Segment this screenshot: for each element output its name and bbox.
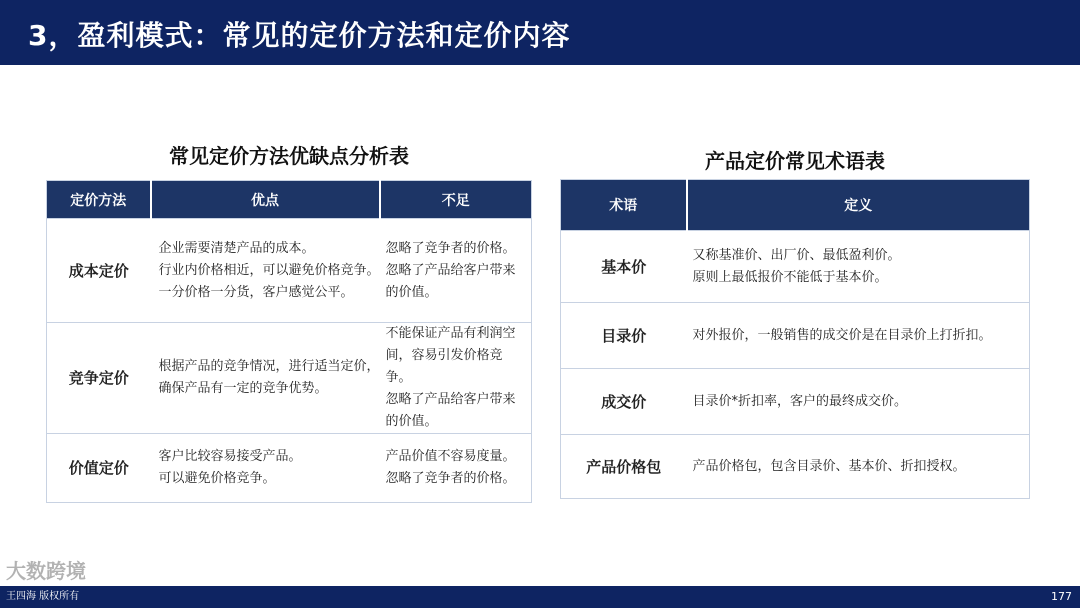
text-line: 原则上最低报价不能低于基本价。 (692, 269, 888, 285)
term-name: 基本价 (561, 231, 687, 303)
term-name: 成交价 (561, 369, 687, 435)
table-row (561, 231, 1030, 303)
text-line: 确保产品有一定的竞争优势。 (158, 381, 328, 396)
col-header: 不足 (380, 181, 532, 219)
method-name: 竞争定价 (47, 323, 151, 434)
table-row (561, 435, 1030, 499)
left-table-title: 常见定价方法优缺点分析表 (169, 144, 409, 168)
term-name: 目录价 (561, 303, 687, 369)
pros-cell (151, 434, 380, 503)
text-line: 忽略了竞争者的价格。 (385, 471, 516, 486)
text-line: 忽略了竞争者的价格。 (385, 240, 516, 256)
cons-cell (380, 323, 532, 434)
text-line: 不能保证产品有利润空间，容易引发价格竞争。 (385, 326, 516, 385)
text-line: 又称基准价、出厂价、最低盈利价。 (692, 247, 901, 263)
definition-cell (687, 231, 1030, 303)
text-line: 产品价值不容易度量。 (385, 449, 516, 464)
copyright: 王四海 版权所有 (6, 591, 80, 602)
cons-cell (380, 434, 532, 503)
pros-cell (151, 323, 380, 434)
text-line: 对外报价，一般销售的成交价是在目录价上打折扣。 (692, 327, 992, 343)
term-name: 产品价格包 (561, 435, 687, 499)
col-header: 术语 (561, 180, 687, 231)
right-table-title: 产品定价常见术语表 (705, 149, 885, 173)
text-line: 企业需要清楚产品的成本。 (158, 240, 315, 256)
page-title: 3，盈利模式：常见的定价方法和定价内容 (28, 19, 571, 52)
definition-cell (687, 369, 1030, 435)
page-number: 177 (1051, 590, 1072, 603)
text-line: 根据产品的竞争情况，进行适当定价， (158, 359, 380, 374)
text-line: 行业内价格相近，可以避免价格竞争。 (158, 262, 380, 278)
table-row (47, 434, 532, 503)
method-name: 价值定价 (47, 434, 151, 503)
header-bar (0, 0, 1080, 65)
footer-bar (0, 586, 1080, 608)
definition-cell (687, 435, 1030, 499)
text-line: 客户比较容易接受产品。 (158, 449, 302, 464)
text-line: 产品价格包，包含目录价、基本价、折扣授权。 (692, 458, 966, 474)
col-header: 定义 (687, 180, 1030, 231)
watermark: 大数跨境 (6, 559, 86, 583)
pricing-terms-table (560, 179, 1030, 499)
col-header: 优点 (151, 181, 380, 219)
table-row (47, 323, 532, 434)
pros-cell (151, 219, 380, 323)
method-name: 成本定价 (47, 219, 151, 323)
table-row (47, 219, 532, 323)
definition-cell (687, 303, 1030, 369)
table-row (561, 303, 1030, 369)
text-line: 可以避免价格竞争。 (158, 471, 276, 486)
text-line: 忽略了产品给客户带来的价值。 (385, 262, 516, 300)
text-line: 一分价格一分货，客户感觉公平。 (158, 284, 354, 300)
col-header: 定价方法 (47, 181, 151, 219)
text-line: 忽略了产品给客户带来的价值。 (385, 392, 516, 429)
pricing-methods-table (46, 180, 532, 503)
table-row (561, 369, 1030, 435)
text-line: 目录价*折扣率，客户的最终成交价。 (692, 393, 908, 409)
cons-cell (380, 219, 532, 323)
